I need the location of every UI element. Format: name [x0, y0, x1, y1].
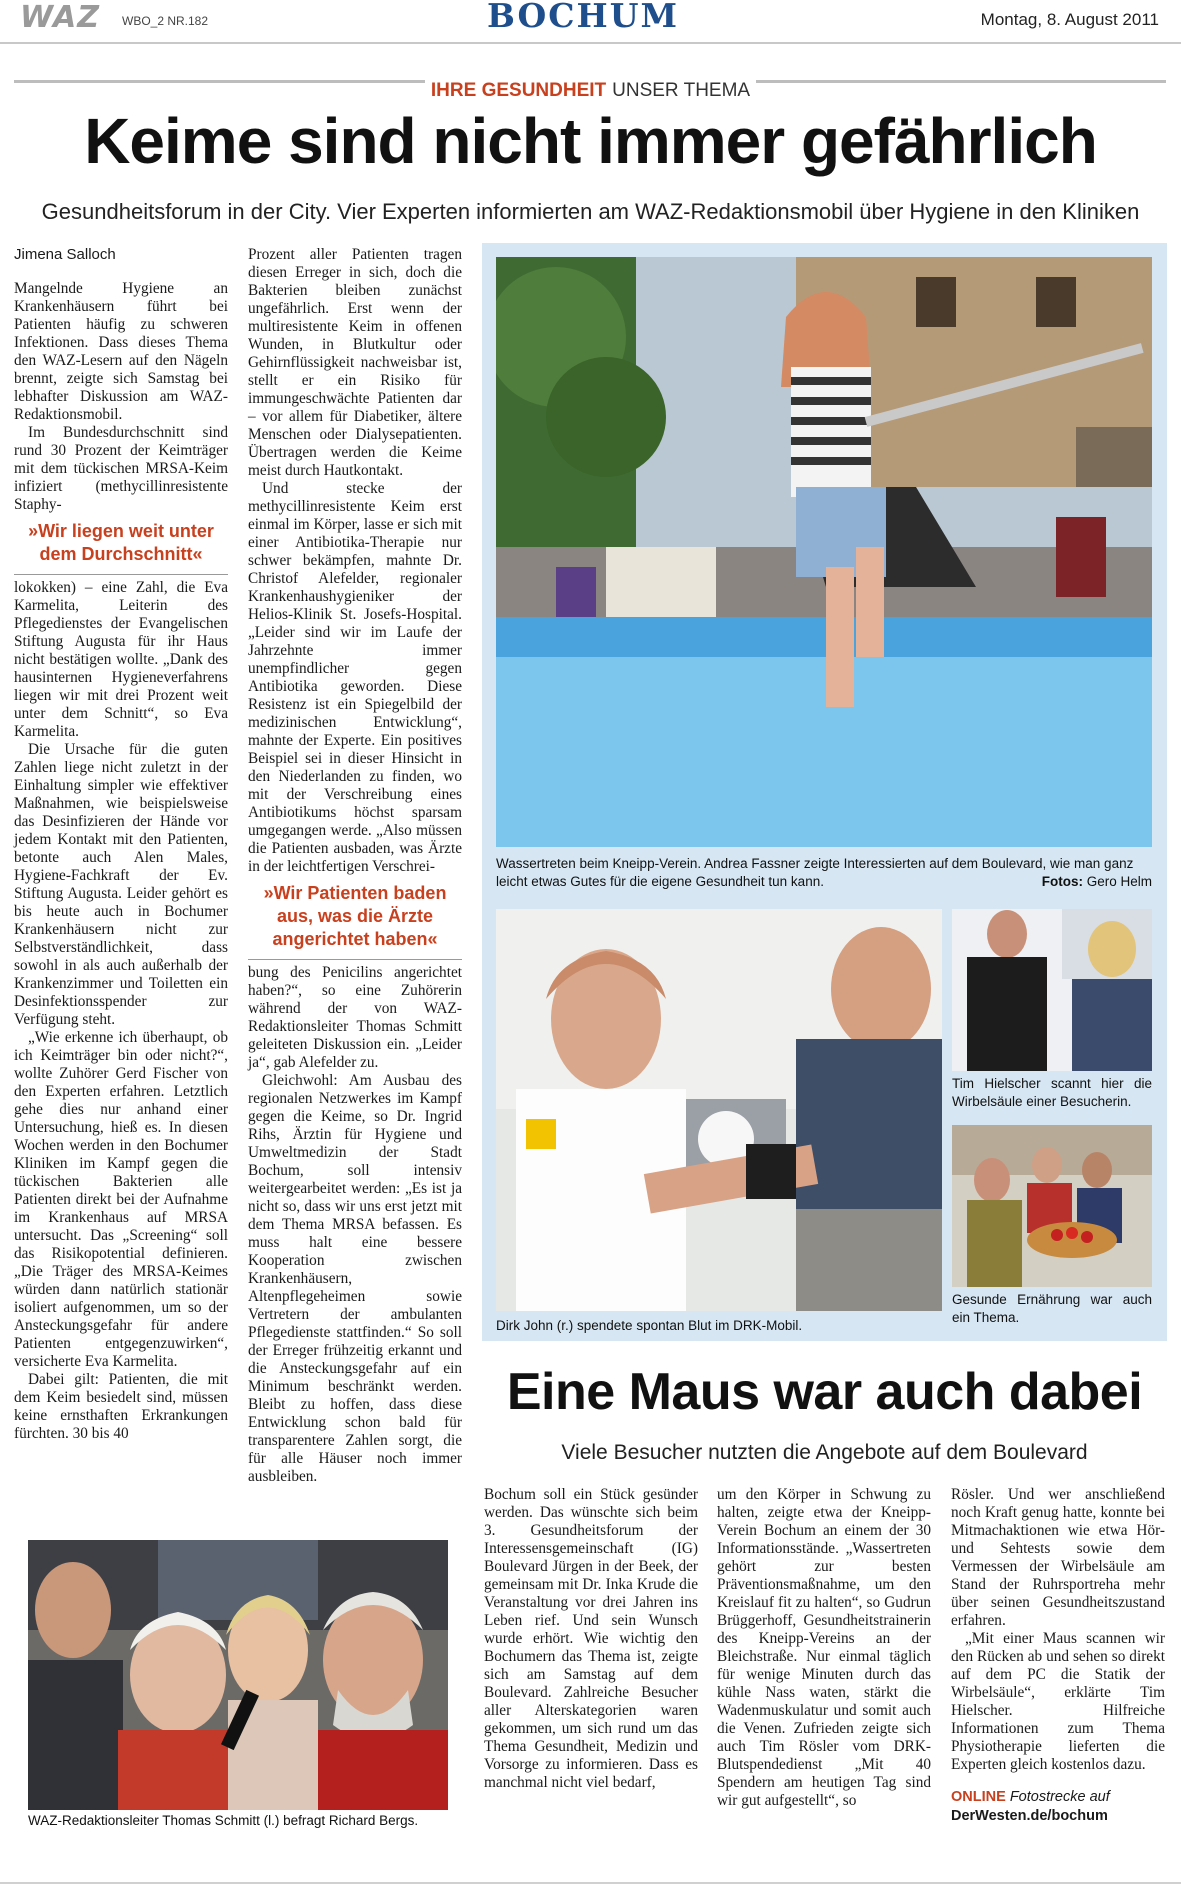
photo-credit [496, 873, 1152, 891]
waz-logo: WAZ [20, 0, 100, 35]
article-paragraph: Die Ursache für die guten Zahlen liege nicht zuletzt in der Einhaltung simpler wie effektiver Maßnahmen, wie beispielsweise das Desinfizieren der Hände vor jedem Kontakt mit den Patienten, betonte auch Alen Males, Hygiene-Fachkraft der Ev. Stiftung Augusta. Leider gehört es bis heute auch in Bochumer Krankenhäusern nicht zur Selbstverständlichkeit, dass sowohl in als auch außerhalb der Krankenzimmer und Toiletten ein Desinfektionsspender zur Verfügung steht. [14, 741, 228, 1028]
blood-donation-photo [496, 909, 942, 1311]
kicker-label: UNSER THEMA [612, 80, 756, 101]
kicker-section: IHRE GESUNDHEIT [425, 80, 612, 101]
article-column-2 [248, 246, 462, 1486]
article-paragraph: Und stecke der methycillinresistente Keim erst einmal im Körper, lasse er sich mit einer Antibiotika-Therapie nur schwer bekämpfen, mahnte Dr. Christof Alefelder, regionaler Krankenhaushygieniker der Helios-Klinik St. Josefs-Hospital. „Leider sind wir im Laufe der Jahrzehnte immer unempfindlicher gegen Antibiotika geworden. Diese Resistenz ist ein Spiegelbild der medizinischen Entwicklung“, mahnte der Experte. Ein positives Beispiel sei in dieser Hinsicht in den Niederlanden zu finden, wo mit der Verschreibung eines Antibiotikums höchst sparsam umgegangen werde. „Also müssen die Patienten ausbaden, was Ärzte in der leichtfertigen Verschrei- [248, 480, 462, 875]
masthead [0, 0, 1181, 44]
story-column-1 [484, 1486, 698, 1792]
story-paragraph: Rösler. Und wer anschließend noch Kraft genug hatte, konnte bei Mitmachaktionen wie etwa Hör- und Sehtests sowie dem Vermessen der Wirbelsäule am Stand der Ruhrsportreha mehr über seinen Gesundheitszustand erfahren. [951, 1486, 1165, 1629]
article-paragraph: Mangelnde Hygiene an Krankenhäusern führt bei Patienten häufig zu schweren Infektionen. Dass dieses Thema den WAZ-Lesern auf den Nägeln brennt, zeigte sich Samstag bei lebhafter Diskussion am WAZ-Redaktionsmobil. [14, 280, 228, 423]
article-author: Jimena Salloch [14, 246, 116, 263]
section-kicker [0, 80, 1181, 102]
interview-photo [28, 1540, 448, 1810]
spine-scan-caption: Tim Hielscher scannt hier die Wirbelsäule einer Besucherin. [952, 1076, 1152, 1109]
pull-quote: »Wir liegen weit unter dem Durchschnitt« [14, 514, 228, 575]
article-paragraph: Gleichwohl: Am Ausbau des regionalen Netzwerkes im Kampf gegen die Keime, so Dr. Ingrid Rihs, Ärztin für Hygiene und Umweltmedizin der Stadt Bochum, soll intensiv weitergearbeitet werden: „Es ist ja nicht so, dass wir uns erst jetzt mit dem Thema MRSA befassen. Es muss halt eine bessere Kooperation zwischen Krankenhäusern, Altenpflegeheimen sowie Vertretern der ambulanten Pflegedienste stattfinden.“ So soll der Erreger frühzeitig erkannt und die Ansteckungsgefahr auf ein Minimum beschränkt werden. Bleibt zu hoffen, dass diese Entwicklung schon bald für transparentere Zahlen sorgt, die für alle Häuser noch immer ausbleiben. [248, 1072, 462, 1485]
photo-panel [482, 243, 1167, 1341]
issue-date: Montag, 8. August 2011 [980, 10, 1159, 29]
article-column-1 [14, 246, 228, 1443]
online-label: ONLINE [951, 1789, 1006, 1805]
online-teaser[interactable] [951, 1788, 1165, 1826]
article-paragraph: „Wie erkenne ich überhaupt, ob ich Keimträger bin oder nicht?“, wollte Zuhörer Gerd Fischer von den Experten erfahren. Letztlich gehe dies nur anhand einer Untersuchung, hieß es. In diesen Wochen werden in den Bochumer Kliniken im Kampf gegen die tückischen Bakterien alle Patienten direkt bei der Aufnahme im Krankenhaus auf MRSA untersucht. Das „Screening“ soll das Risikopotential definieren. „Die Träger des MRSA-Keimes würden dann natürlich stationär isoliert aufgenommen, um so der Ansteckungsgefahr für andere Patienten entgegenzuwirken“, versicherte Eva Karmelita. [14, 1029, 228, 1370]
article-paragraph: lokokken) – eine Zahl, die Eva Karmelita, Leiterin des Pflegedienstes der Evangelischen Stiftung Augusta für ihr Haus nicht bestätigen wollte. „Dank des hausinternen Hygieneverfahrens liegen wir mit drei Prozent weit unter dem Schnitt“, so Eva Karmelita. [14, 579, 228, 740]
bottom-rule [0, 1882, 1181, 1884]
interview-caption: WAZ-Redaktionsleiter Thomas Schmitt (l.) befragt Richard Bergs. [28, 1813, 419, 1828]
page-subheadline: Gesundheitsforum in der City. Vier Experten informierten am WAZ-Redaktionsmobil über Hygiene in den Kliniken [41, 199, 1140, 224]
article-paragraph: Dabei gilt: Patienten, die mit dem Keim besiedelt sind, müssen keine ernsthaften Erkrankungen fürchten. 30 bis 40 [14, 1371, 228, 1442]
story-headline: Eine Maus war auch dabei [506, 1363, 1143, 1421]
kneipp-caption: Wassertreten beim Kneipp-Verein. Andrea Fassner zeigte Interessierten auf dem Boulevard, wie man ganz leicht etwas Gutes für die eigene Gesundheit tun kann. [496, 856, 1134, 889]
city-title: BOCHUM [487, 0, 680, 35]
issue-number: WBO_2 NR.182 [122, 14, 209, 28]
story-paragraph: um den Körper in Schwung zu halten, zeigte etwa der Kneipp-Verein Bochum an einem der 30 Informationsstände. „Wassertreten gehört zur besten Präventionsmaßnahme, um den Kreislauf fit zu halten“, so Gudrun Brüggerhoff, Gesundheitstrainerin des Kneipp-Vereins an der Bleichstraße. Nur einmal täglich für wenige Minuten durch das kühle Nass waten, stärkt die Wadenmuskulatur und somit auch die Venen. Zufrieden zeigte sich auch Tim Rösler vom DRK-Blutspendedienst „Mit 40 Spendern am heutigen Tag sind wir gut aufgestellt“, so [717, 1486, 931, 1809]
page-headline: Keime sind nicht immer gefährlich [84, 105, 1097, 177]
credit-label: Fotos: [1041, 874, 1083, 889]
article-paragraph: Im Bundesdurchschnitt sind rund 30 Prozent der Keimträger mit dem tückischen MRSA-Keim infiziert (methycillinresistente Staphy- [14, 424, 228, 513]
story-column-3 [951, 1486, 1165, 1826]
story-subheadline: Viele Besucher nutzten die Angebote auf dem Boulevard [561, 1441, 1088, 1464]
online-text: Fotostrecke auf [1009, 1789, 1110, 1805]
article-paragraph: bung des Penicilins angerichtet haben?“, so eine Zuhörerin während der von WAZ-Redaktionsleiter Thomas Schmitt geleiteten Diskussion ein. „Leider ja“, gab Alefelder zu. [248, 964, 462, 1071]
blood-donation-caption: Dirk John (r.) spendete spontan Blut im DRK-Mobil. [496, 1318, 803, 1333]
credit-name: Gero Helm [1086, 874, 1152, 889]
nutrition-photo [952, 1125, 1152, 1287]
spine-scan-photo [952, 909, 1152, 1071]
kneipp-photo [496, 257, 1152, 847]
pull-quote: »Wir Patienten baden aus, was die Ärzte angerichtet haben« [248, 876, 462, 960]
story-paragraph: „Mit einer Maus scannen wir den Rücken ab und sehen so direkt auf dem PC die Statik der Wirbelsäule“, erklärte Tim Hielscher. Hilfreiche Informationen zum Thema Physiotherapie lieferten die Experten gleich kostenlos dazu. [951, 1630, 1165, 1773]
nutrition-caption: Gesunde Ernährung war auch ein Thema. [952, 1292, 1152, 1325]
online-link[interactable]: DerWesten.de/bochum [951, 1808, 1108, 1824]
article-paragraph: Prozent aller Patienten tragen diesen Erreger in sich, doch die Bakterien bleiben zunächst ungefährlich. Erst wenn der multiresistente Keim in offenen Wunden, in Blutkultur oder Gehirnflüssigkeit nachweisbar ist, stellt er ein Risiko für immungeschwächte Patienten dar – vor allem für Diabetiker, ältere Menschen oder Dialysepatienten. Übertragen werden die Keime meist durch Hautkontakt. [248, 246, 462, 479]
story-paragraph: Bochum soll ein Stück gesünder werden. Das wünschte sich beim 3. Gesundheitsforum der Interessensgemeinschaft (IG) Boulevard Jürgen in der Beek, der gemeinsam mit Dr. Inka Krude die Veranstaltung vor drei Jahren ins Leben rief. Und sein Wunsch wurde erhört. Wie wichtig den Bochumern das Thema ist, zeigte sich am Samstag auf dem Boulevard. Zahlreiche Besucher aller Alterskategorien waren gekommen, um sich rund um das Thema Gesundheit, Medizin und Vorsorge zu informieren. Dass es manchmal nicht viel bedarf, [484, 1486, 698, 1791]
story-column-2 [717, 1486, 931, 1810]
